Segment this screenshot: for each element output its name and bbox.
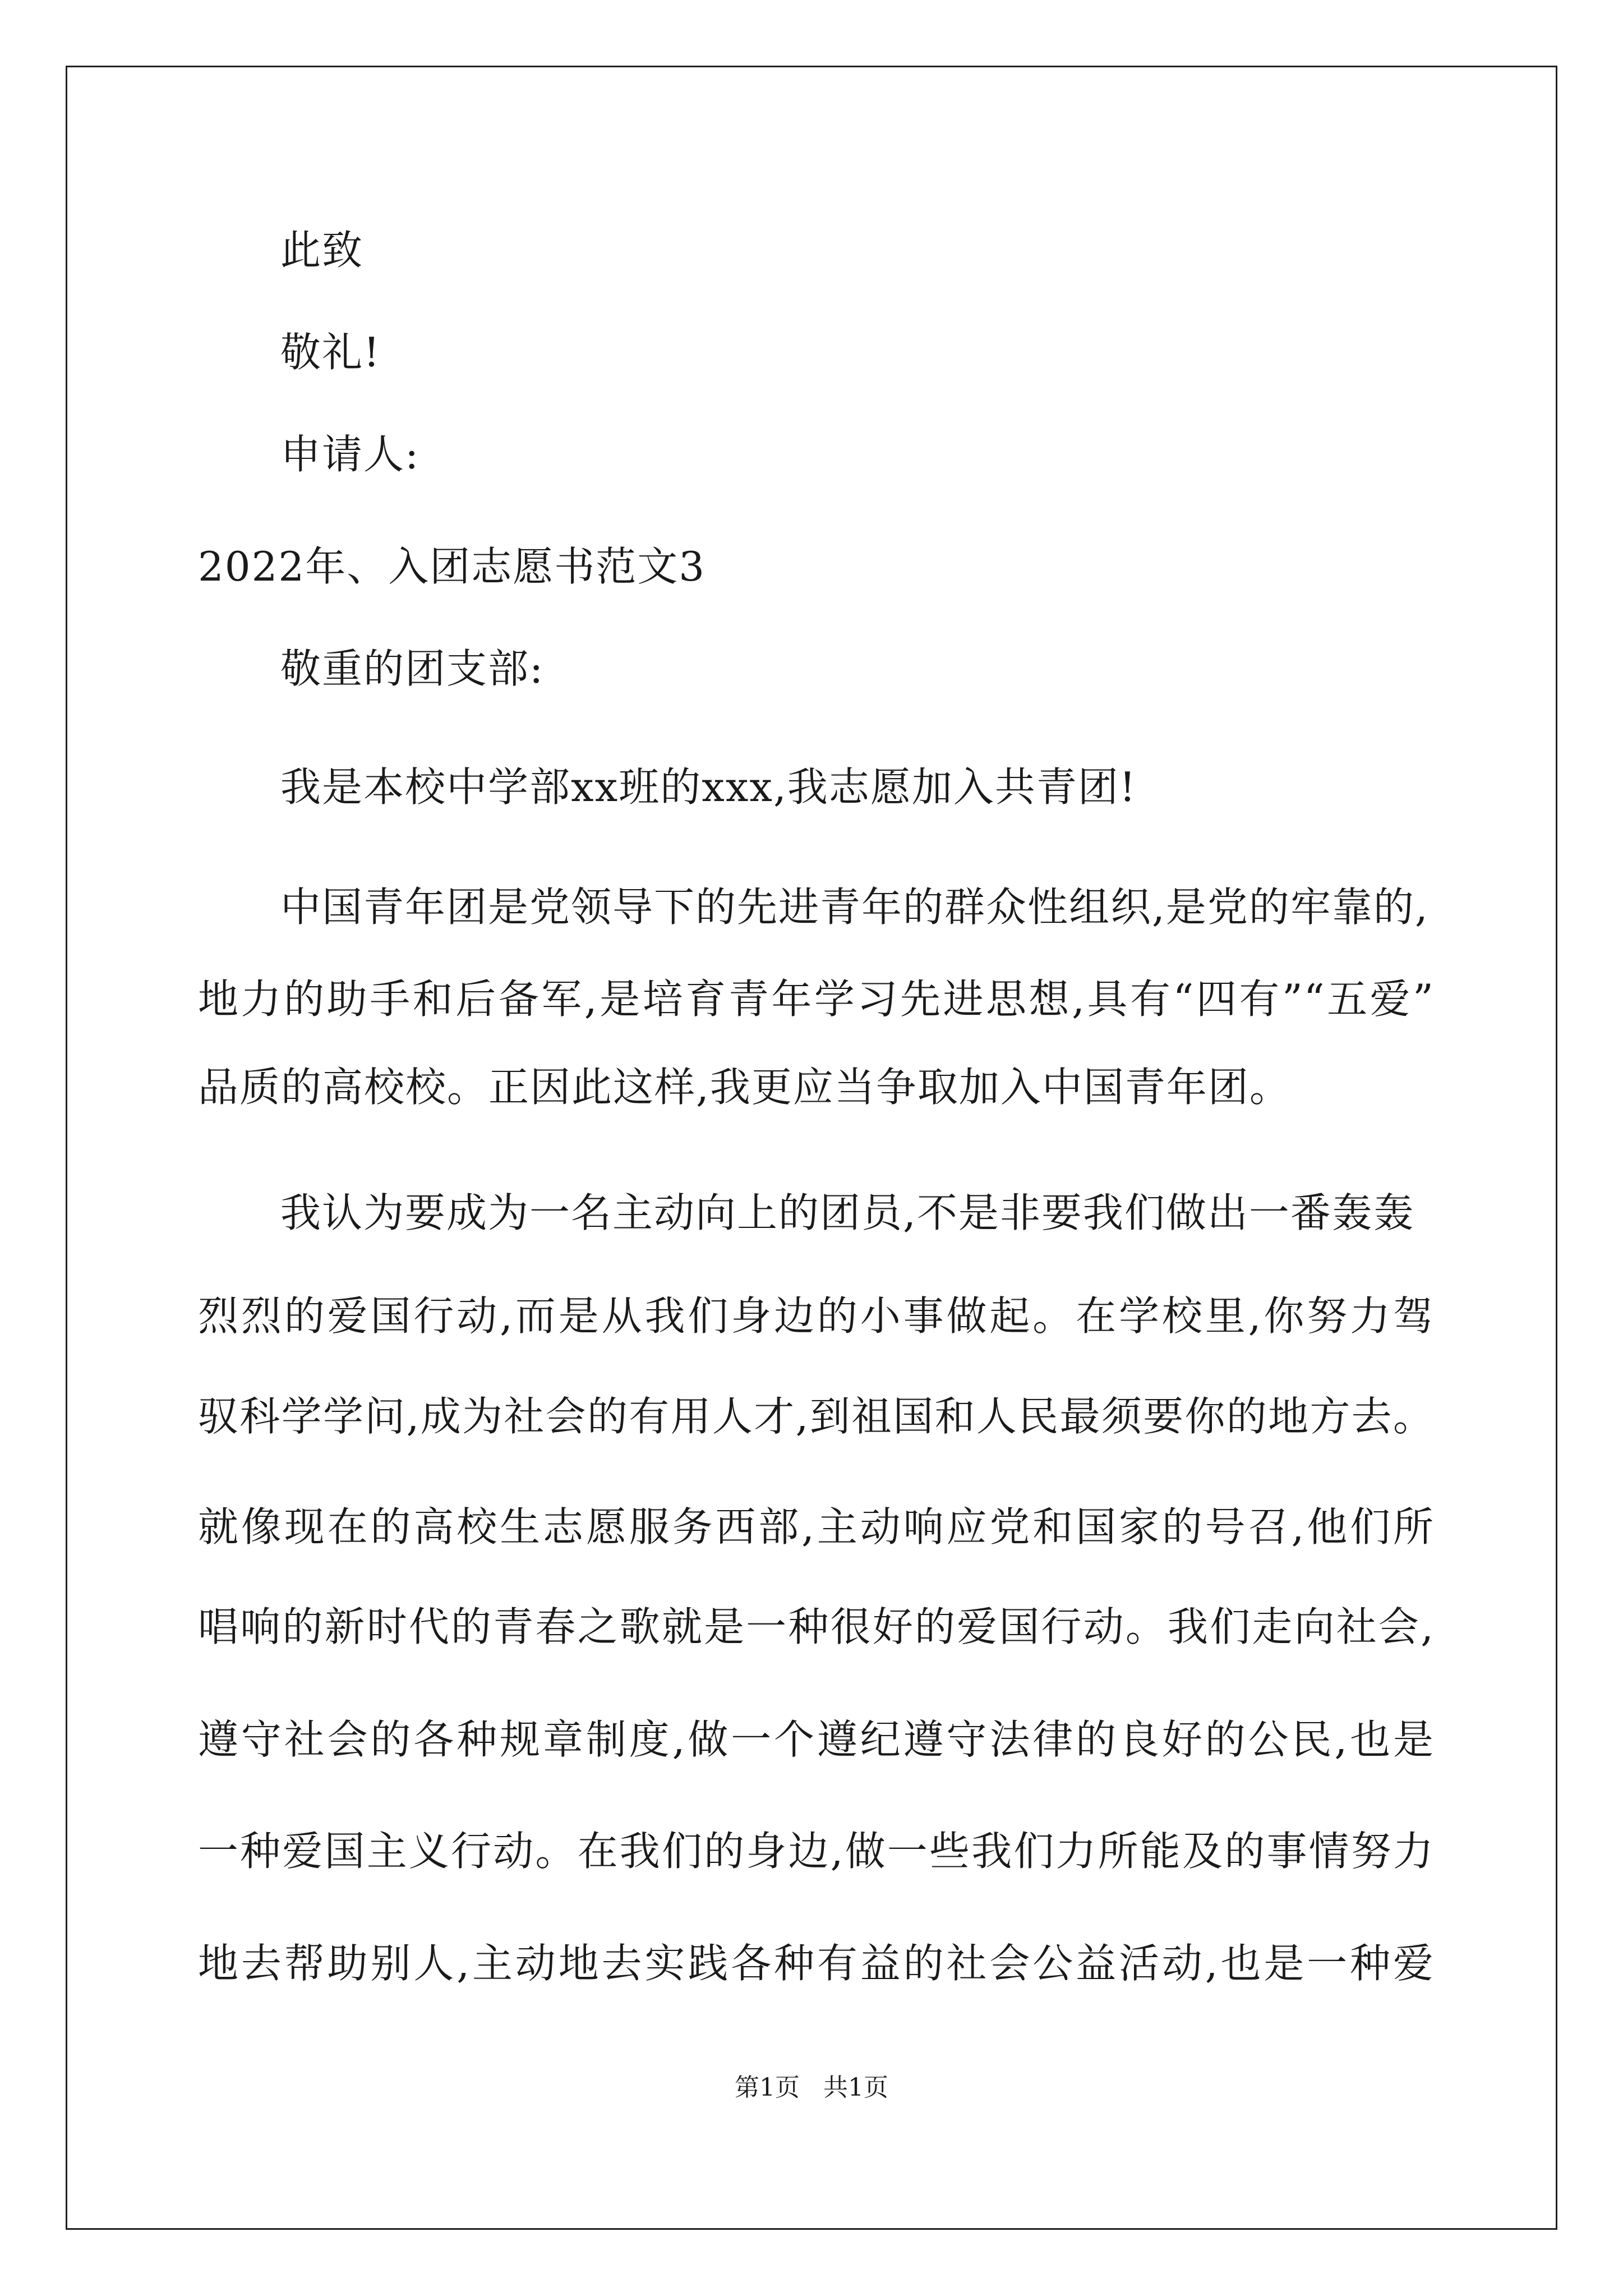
- intro-line: 我是本校中学部xx班的xxx,我志愿加入共青团!: [280, 763, 1137, 811]
- paragraph-line: 就像现在的高校生志愿服务西部,主动响应党和国家的号召,他们所: [198, 1503, 1435, 1550]
- paragraph-line: 中国青年团是党领导下的先进青年的群众性组织,是党的牢靠的,: [280, 884, 1429, 931]
- paragraph-line: 品质的高校校。正因此这样,我更应当争取加入中国青年团。: [198, 1064, 1291, 1111]
- closing-regards: 敬礼!: [280, 329, 381, 376]
- paragraph-line: 唱响的新时代的青春之歌就是一种很好的爱国行动。我们走向社会,: [198, 1603, 1435, 1650]
- closing-salutation: 此致: [280, 227, 364, 274]
- paragraph-line: 烈烈的爱国行动,而是从我们身边的小事做起。在学校里,你努力驾: [198, 1292, 1435, 1340]
- paragraph-line: 驭科学学问,成为社会的有用人才,到祖国和人民最须要你的地方去。: [198, 1393, 1435, 1440]
- paragraph-line: 地去帮助别人,主动地去实践各种有益的社会公益活动,也是一种爱: [198, 1940, 1435, 1987]
- page-border: [66, 66, 1557, 2230]
- greeting: 敬重的团支部:: [280, 645, 545, 692]
- paragraph-line: 地力的助手和后备军,是培育青年学习先进思想,具有“四有”“五爱”: [198, 976, 1435, 1023]
- section-heading: 2022年、入团志愿书范文3: [198, 543, 706, 590]
- applicant-label: 申请人:: [280, 431, 420, 478]
- page-number-footer: 第1页 共1页: [735, 2073, 888, 2102]
- paragraph-line: 遵守社会的各种规章制度,做一个遵纪遵守法律的良好的公民,也是: [198, 1716, 1435, 1763]
- paragraph-line: 一种爱国主义行动。在我们的身边,做一些我们力所能及的事情努力: [198, 1828, 1435, 1875]
- paragraph-line: 我认为要成为一名主动向上的团员,不是非要我们做出一番轰轰: [280, 1189, 1415, 1236]
